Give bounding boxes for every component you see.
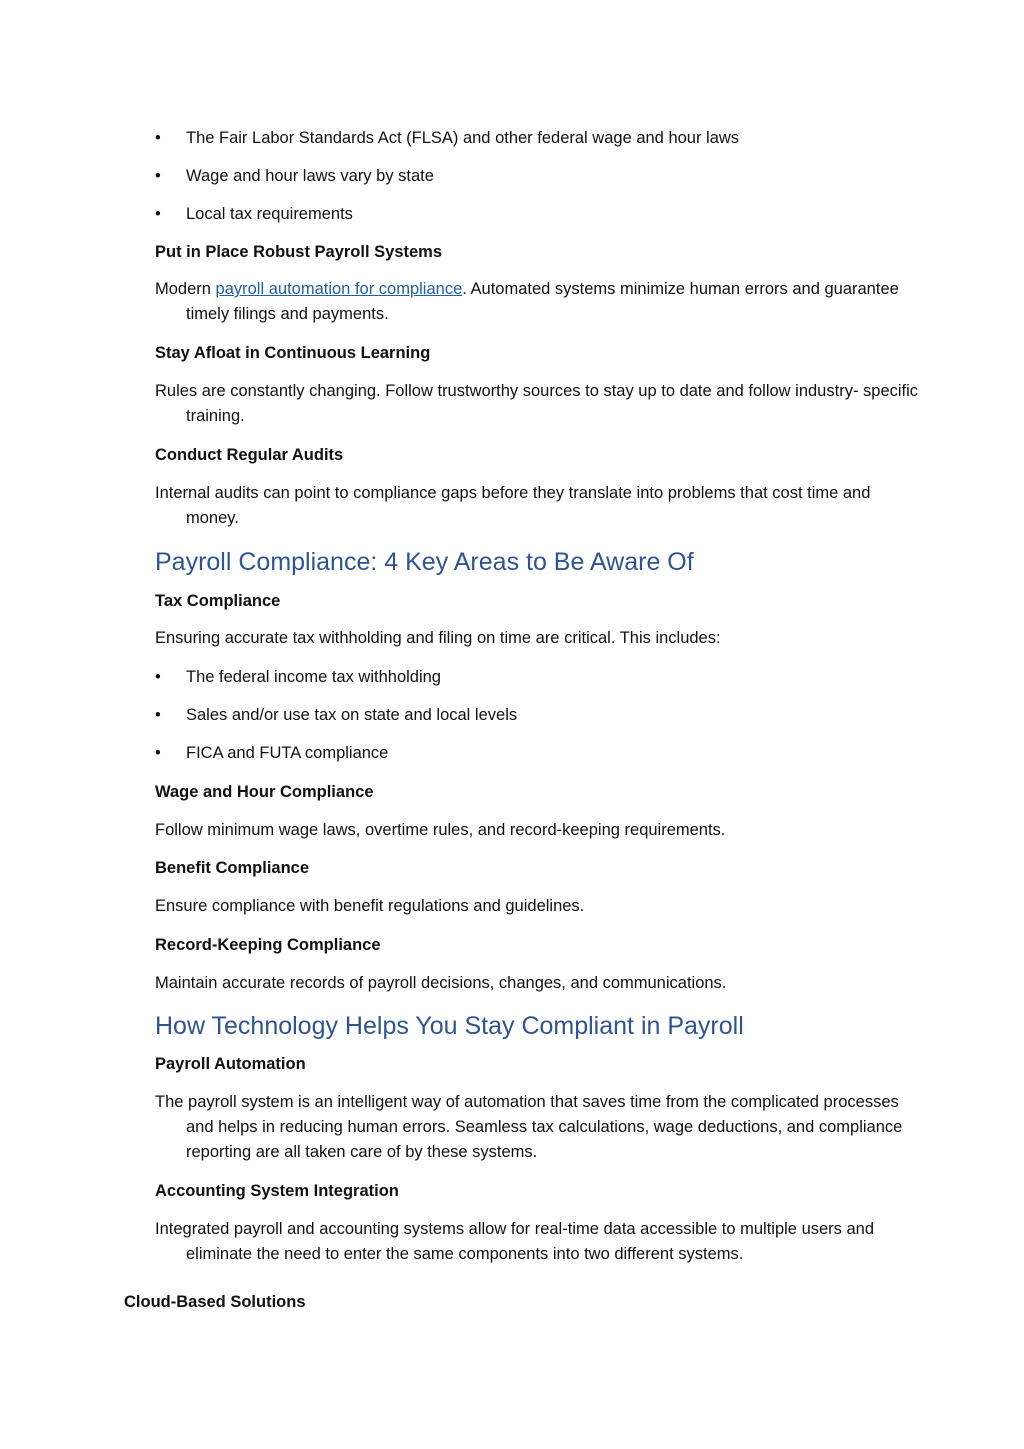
section-heading-wage: Wage and Hour Compliance xyxy=(155,783,374,801)
technology-title: How Technology Helps You Stay Compliant in Payroll xyxy=(155,1012,744,1040)
bullet-icon: • xyxy=(155,129,161,147)
benefit-paragraph: Ensure compliance with benefit regulations and guidelines. xyxy=(155,897,585,915)
list-item-text: FICA and FUTA compliance xyxy=(186,744,389,762)
list-item-text: The federal income tax withholding xyxy=(186,668,441,686)
systems-paragraph xyxy=(155,277,926,327)
automation-paragraph: The payroll system is an intelligent way of automation that saves time from the complicated processes and helps in reducing human errors. Seamless tax calculations, wage deductions, and compliance reporting are all taken care of by these systems. xyxy=(155,1093,903,1161)
bullet-icon: • xyxy=(155,205,161,223)
wage-paragraph: Follow minimum wage laws, overtime rules, and record-keeping requirements. xyxy=(155,821,726,839)
payroll-automation-link[interactable]: payroll automation for compliance xyxy=(215,280,463,298)
tax-paragraph: Ensuring accurate tax withholding and filing on time are critical. This includes: xyxy=(155,629,721,647)
list-item-text: Local tax requirements xyxy=(186,205,353,223)
list-item-text: The Fair Labor Standards Act (FLSA) and other federal wage and hour laws xyxy=(186,129,740,147)
section-heading-systems: Put in Place Robust Payroll Systems xyxy=(155,243,443,261)
section-heading-records: Record-Keeping Compliance xyxy=(155,936,381,954)
learning-paragraph: Rules are constantly changing. Follow trustworthy sources to stay up to date and follow industry- specific training. xyxy=(155,382,919,425)
section-heading-integration: Accounting System Integration xyxy=(155,1182,399,1200)
list-item-text: Sales and/or use tax on state and local levels xyxy=(186,706,518,724)
integration-paragraph: Integrated payroll and accounting systems allow for real-time data accessible to multiple users and eliminate the need to enter the same components into two different systems. xyxy=(155,1220,875,1263)
audits-paragraph: Internal audits can point to compliance gaps before they translate into problems that cost time and money. xyxy=(155,484,871,527)
section-heading-automation: Payroll Automation xyxy=(155,1055,306,1073)
systems-paragraph-suffix: . Automated systems minimize human errors and guarantee timely filings and payments. xyxy=(186,280,899,323)
key-areas-title: Payroll Compliance: 4 Key Areas to Be Aware Of xyxy=(155,548,694,576)
bullet-icon: • xyxy=(155,706,161,724)
bullet-icon: • xyxy=(155,744,161,762)
list-item-text: Wage and hour laws vary by state xyxy=(186,167,434,185)
systems-paragraph-prefix: Modern xyxy=(155,280,216,298)
section-heading-learning: Stay Afloat in Continuous Learning xyxy=(155,344,431,362)
records-paragraph: Maintain accurate records of payroll decisions, changes, and communications. xyxy=(155,974,727,992)
section-heading-cloud: Cloud-Based Solutions xyxy=(124,1293,306,1311)
bullet-icon: • xyxy=(155,167,161,185)
section-heading-benefit: Benefit Compliance xyxy=(155,859,310,877)
section-heading-tax: Tax Compliance xyxy=(155,592,281,610)
bullet-icon: • xyxy=(155,668,161,686)
section-heading-audits: Conduct Regular Audits xyxy=(155,446,344,464)
